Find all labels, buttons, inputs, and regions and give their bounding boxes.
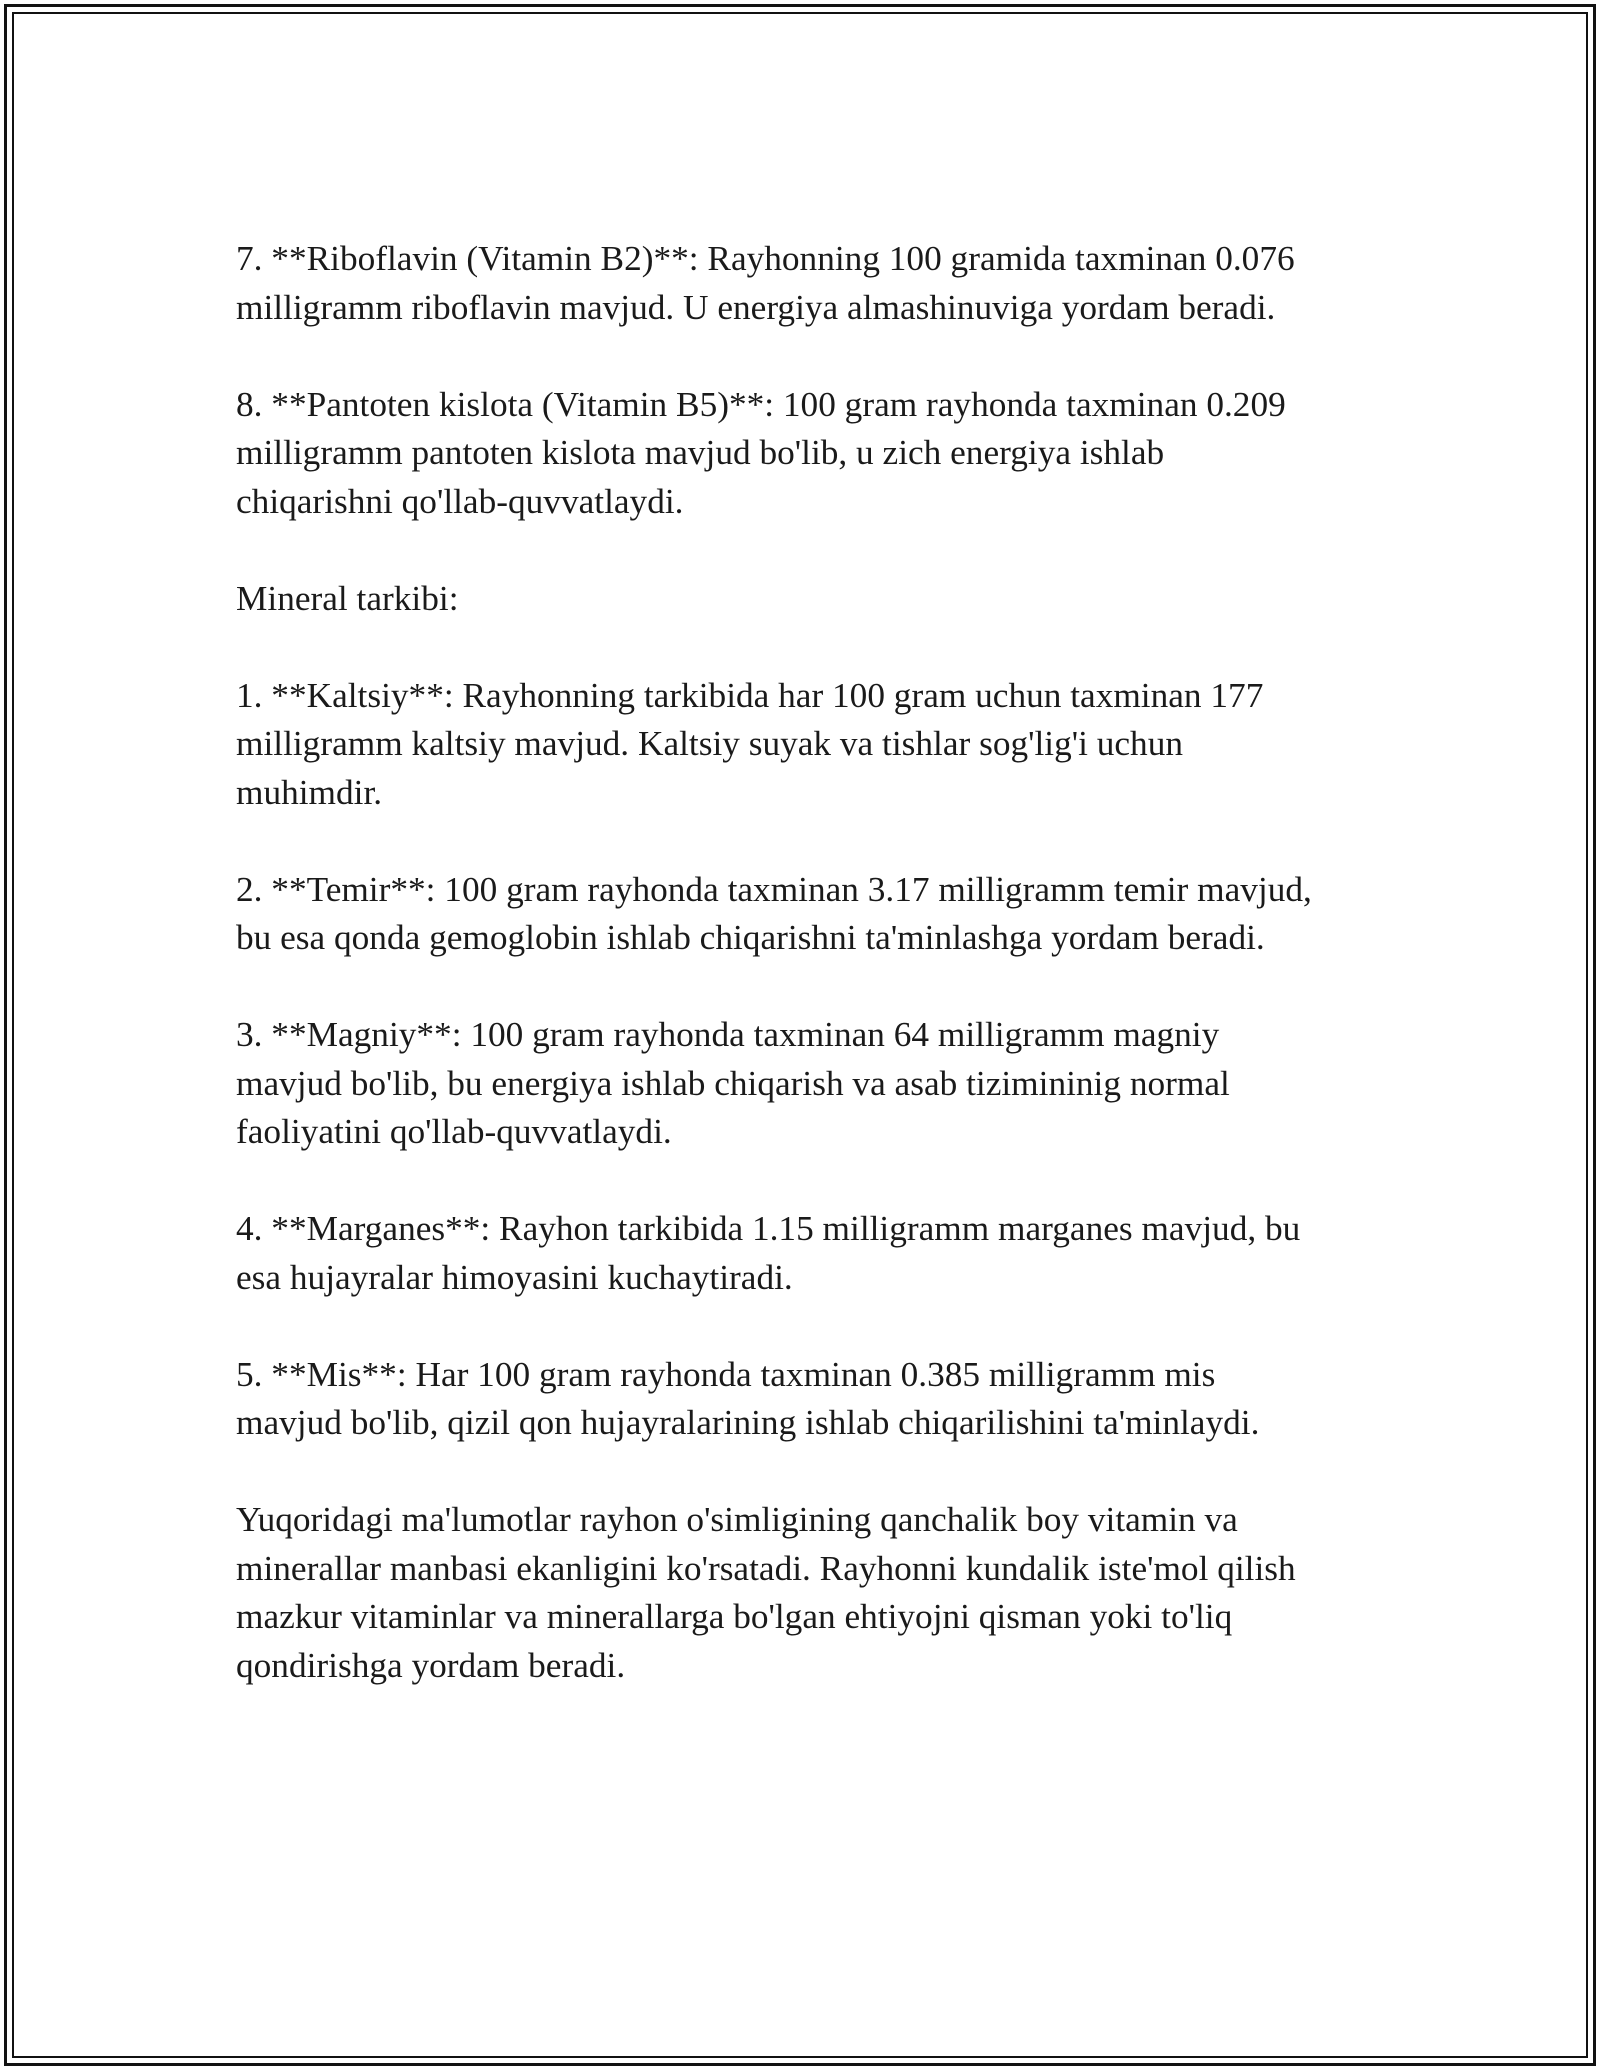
paragraph-copper: 5. **Mis**: Har 100 gram rayhonda taxminan 0.385 milligramm mis mavjud bo'lib, qizil qon hujayralarining ishlab chiqarilishini ta'minlaydi. [236,1354,1260,1442]
paragraph-pantothenic-acid: 8. **Pantoten kislota (Vitamin B5)**: 100 gram rayhonda taxminan 0.209 milligramm pantoten kislota mavjud bo'lib, u zich energiya ishlab chiqarishni qo'llab-quvvatlaydi. [236,384,1286,521]
paragraph-calcium: 1. **Kaltsiy**: Rayhonning tarkibida har 100 gram uchun taxminan 177 milligramm kaltsiy mavjud. Kaltsiy suyak va tishlar sog'lig'i uchun muhimdir. [236,675,1264,812]
document-body [236,235,1364,1739]
paragraph-conclusion: Yuqoridagi ma'lumotlar rayhon o'simligining qanchalik boy vitamin va minerallar manbasi ekanligini ko'rsatadi. Rayhonni kundalik iste'mol qilish mazkur vitaminlar va minerallarga bo'lgan ehtiyojni qisman yoki to'liq qondirishga yordam beradi. [236,1500,1296,1685]
paragraph-iron: 2. **Temir**: 100 gram rayhonda taxminan 3.17 milligramm temir mavjud, bu esa qonda gemoglobin ishlab chiqarishni ta'minlashga yordam beradi. [236,869,1312,957]
paragraph-magnesium: 3. **Magniy**: 100 gram rayhonda taxminan 64 milligramm magniy mavjud bo'lib, bu energiya ishlab chiqarish va asab tizimininig normal faoliyatini qo'llab-quvvatlaydi. [236,1015,1230,1151]
section-heading-mineral-content: Mineral tarkibi: [236,578,459,618]
paragraph-riboflavin: 7. **Riboflavin (Vitamin B2)**: Rayhonning 100 gramida taxminan 0.076 milligramm riboflavin mavjud. U energiya almashinuviga yordam beradi. [236,239,1295,327]
paragraph-manganese: 4. **Marganes**: Rayhon tarkibida 1.15 milligramm marganes mavjud, bu esa hujayralar himoyasini kuchaytiradi. [236,1209,1301,1297]
